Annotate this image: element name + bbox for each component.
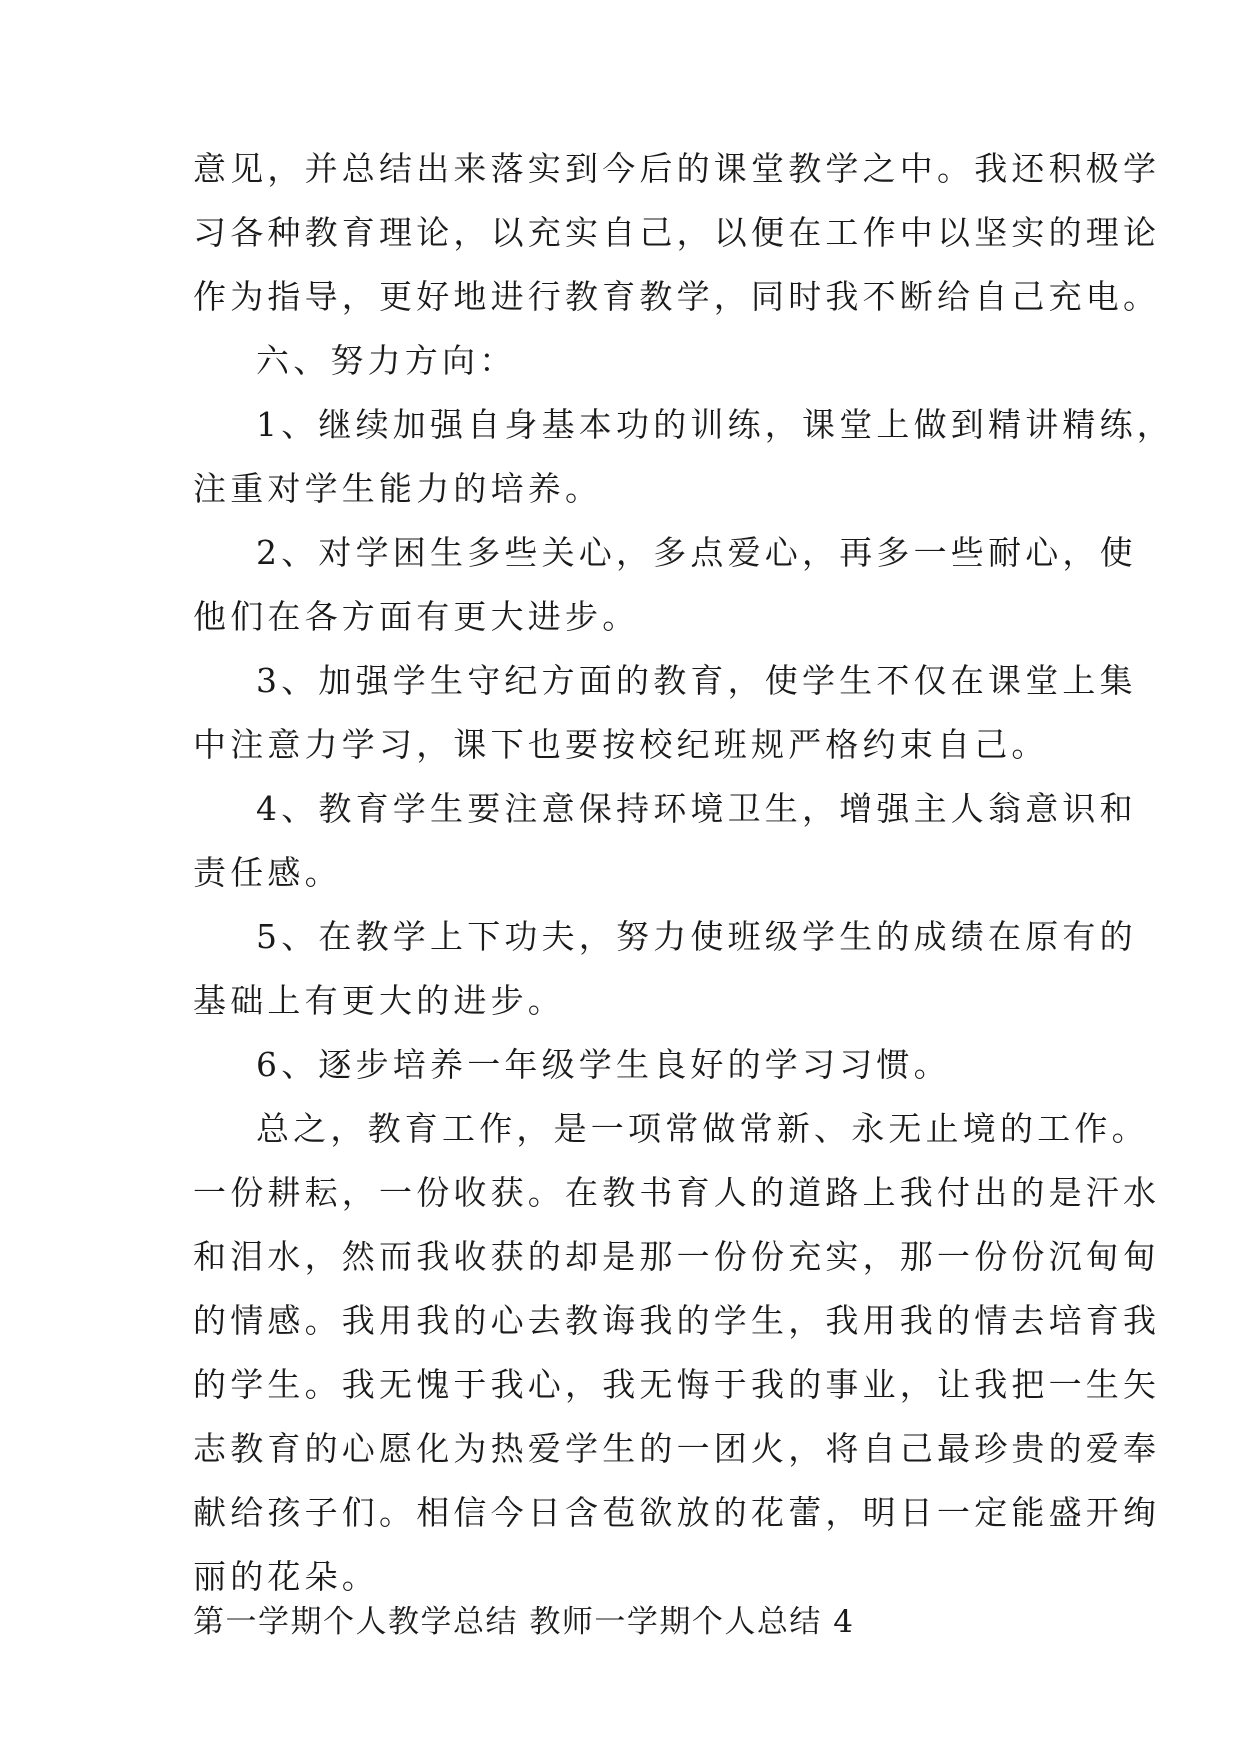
summary-paragraph-start: 总之，教育工作，是一项常做常新、永无止境的工作。 — [256, 1109, 1149, 1148]
text-line: 的情感。我用我的心去教诲我的学生，我用我的情去培育我 — [193, 1301, 1161, 1340]
text-line: 献给孩子们。相信今日含苞欲放的花蕾，明日一定能盛开绚 — [193, 1493, 1161, 1532]
list-item-2: 2、对学困生多些关心，多点爱心，再多一些耐心，使 — [256, 533, 1137, 572]
text-line: 他们在各方面有更大进步。 — [193, 597, 640, 636]
list-item-1: 1、继续加强自身基本功的训练，课堂上做到精讲精练， — [256, 405, 1174, 444]
text-line: 习各种教育理论，以充实自己，以便在工作中以坚实的理论 — [193, 213, 1161, 252]
text-line: 丽的花朵。 — [193, 1557, 379, 1596]
text-line: 和泪水，然而我收获的却是那一份份充实，那一份份沉甸甸 — [193, 1237, 1161, 1276]
list-item-5: 5、在教学上下功夫，努力使班级学生的成绩在原有的 — [256, 917, 1137, 956]
text-line: 基础上有更大的进步。 — [193, 981, 565, 1020]
text-line: 中注意力学习，课下也要按校纪班规严格约束自己。 — [193, 725, 1049, 764]
document-title-footer: 第一学期个人教学总结 教师一学期个人总结 4 — [193, 1604, 855, 1640]
text-line: 注重对学生能力的培养。 — [193, 469, 603, 508]
text-line: 意见，并总结出来落实到今后的课堂教学之中。我还积极学 — [193, 149, 1161, 188]
text-line: 一份耕耘，一份收获。在教书育人的道路上我付出的是汗水 — [193, 1173, 1161, 1212]
text-line: 的学生。我无愧于我心，我无悔于我的事业，让我把一生矢 — [193, 1365, 1161, 1404]
text-line: 责任感。 — [193, 853, 342, 892]
list-item-6: 6、逐步培养一年级学生良好的学习习惯。 — [256, 1045, 951, 1084]
list-item-3: 3、加强学生守纪方面的教育，使学生不仅在课堂上集 — [256, 661, 1137, 700]
text-line: 志教育的心愿化为热爱学生的一团火，将自己最珍贵的爱奉 — [193, 1429, 1161, 1468]
list-item-4: 4、教育学生要注意保持环境卫生，增强主人翁意识和 — [256, 789, 1137, 828]
text-line: 作为指导，更好地进行教育教学，同时我不断给自己充电。 — [193, 277, 1161, 316]
section-heading: 六、努力方向： — [256, 341, 517, 380]
